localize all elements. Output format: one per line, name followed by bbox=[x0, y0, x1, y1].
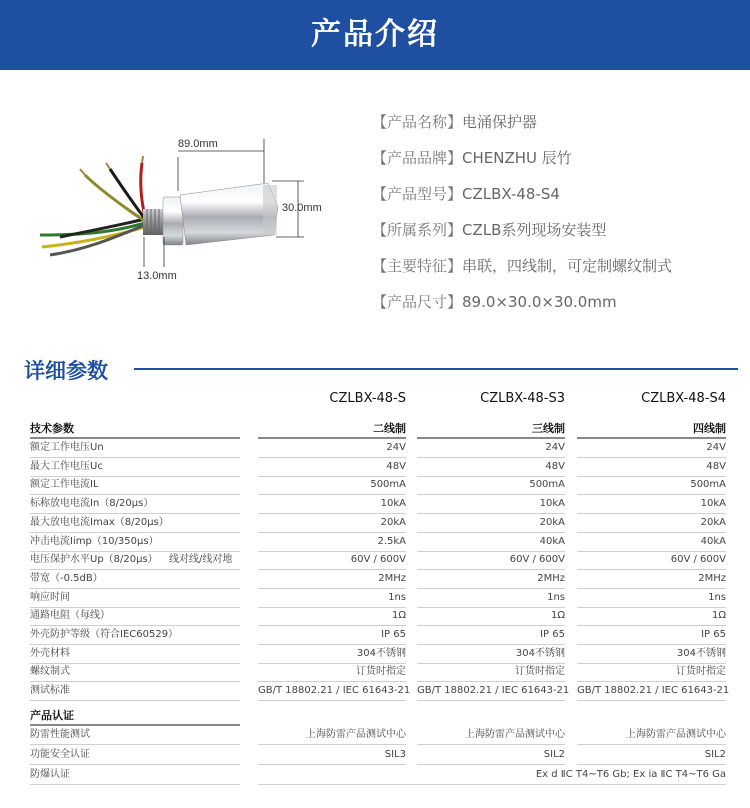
param-name bbox=[30, 570, 240, 589]
cert-value: SIL3 bbox=[258, 746, 406, 765]
param-value: 60V / 600V bbox=[258, 551, 406, 570]
dim-thread-label: 13.0mm bbox=[137, 270, 177, 282]
param-value: 订货时指定 bbox=[417, 663, 565, 682]
explosion-row bbox=[0, 766, 750, 785]
param-name bbox=[30, 476, 240, 495]
param-label: 电压保护水平Up（8/20μs） bbox=[30, 554, 158, 566]
param-value: 24V bbox=[577, 439, 726, 458]
param-value: 2MHz bbox=[258, 570, 406, 589]
table-row bbox=[0, 626, 750, 645]
param-value: 1ns bbox=[417, 589, 565, 608]
table-row bbox=[0, 533, 750, 552]
param-value: 500mA bbox=[417, 476, 565, 495]
param-name bbox=[30, 589, 240, 608]
table-header-row bbox=[0, 420, 750, 439]
param-name bbox=[30, 458, 240, 477]
param-value: 2MHz bbox=[577, 570, 726, 589]
param-sub-label: 线对线/线对地 bbox=[169, 554, 233, 566]
explosion-name: 防爆认证 bbox=[30, 766, 240, 785]
param-label: 带宽（-0.5dB） bbox=[30, 572, 103, 584]
param-value: 10kA bbox=[577, 495, 726, 514]
page-header bbox=[0, 0, 750, 70]
param-label: 额定工作电压Un bbox=[30, 442, 104, 453]
section-title: 详细参数 bbox=[24, 359, 108, 383]
param-value: 500mA bbox=[577, 476, 726, 495]
table-row bbox=[0, 645, 750, 664]
table-row bbox=[0, 458, 750, 477]
table-row bbox=[0, 551, 750, 570]
info-row-name: 【产品名称】电涌保护器 bbox=[372, 113, 538, 131]
param-label: 最大放电电流Imax（8/20μs） bbox=[30, 516, 169, 528]
param-value: 60V / 600V bbox=[577, 551, 726, 570]
table-row bbox=[0, 607, 750, 626]
cert-name: 功能安全认证 bbox=[30, 746, 240, 765]
param-value: 48V bbox=[258, 458, 406, 477]
param-label: 标称放电电流In（8/20μs） bbox=[30, 498, 154, 510]
param-value: 20kA bbox=[258, 514, 406, 533]
param-value: 304不锈钢 bbox=[258, 645, 406, 664]
info-row-brand: 【产品品牌】CHENZHU 辰竹 bbox=[372, 149, 572, 167]
table-row bbox=[0, 663, 750, 682]
dim-length-label: 89.0mm bbox=[178, 138, 218, 150]
cert-section-title: 产品认证 bbox=[30, 707, 240, 726]
param-value: 10kA bbox=[417, 495, 565, 514]
col2-header: 三线制 bbox=[417, 420, 565, 439]
cert-row bbox=[0, 726, 750, 745]
param-name bbox=[30, 607, 240, 626]
cert-value: 上海防雷产品测试中心 bbox=[577, 726, 726, 745]
model-header-1: CZLBX-48-S bbox=[329, 391, 406, 406]
table-row bbox=[0, 682, 750, 701]
param-name bbox=[30, 682, 240, 701]
param-value: 304不锈钢 bbox=[577, 645, 726, 664]
cert-row bbox=[0, 746, 750, 765]
param-value: IP 65 bbox=[417, 626, 565, 645]
param-value: IP 65 bbox=[258, 626, 406, 645]
param-name bbox=[30, 645, 240, 664]
cert-value: SIL2 bbox=[577, 746, 726, 765]
param-name bbox=[30, 439, 240, 458]
param-value: 304不锈钢 bbox=[417, 645, 565, 664]
cert-name: 防雷性能测试 bbox=[30, 726, 240, 745]
info-value: 电涌保护器 bbox=[462, 113, 538, 131]
cert-value: SIL2 bbox=[417, 746, 565, 765]
param-value: 500mA bbox=[258, 476, 406, 495]
info-value: CHENZHU 辰竹 bbox=[462, 149, 572, 167]
section-divider bbox=[134, 368, 738, 370]
col1-header: 二线制 bbox=[258, 420, 406, 439]
table-row bbox=[0, 570, 750, 589]
col3-header: 四线制 bbox=[577, 420, 726, 439]
param-value: 2.5kA bbox=[258, 533, 406, 552]
param-value: 40kA bbox=[417, 533, 565, 552]
param-name bbox=[30, 626, 240, 645]
info-value: 89.0×30.0×30.0mm bbox=[462, 293, 617, 311]
param-value: 40kA bbox=[577, 533, 726, 552]
param-name bbox=[30, 533, 240, 552]
param-value: 20kA bbox=[417, 514, 565, 533]
param-value: 48V bbox=[577, 458, 726, 477]
table-row bbox=[0, 514, 750, 533]
info-row-size: 【产品尺寸】89.0×30.0×30.0mm bbox=[372, 293, 617, 311]
param-label: 外壳材料 bbox=[30, 647, 70, 659]
param-label: 螺纹制式 bbox=[30, 666, 70, 678]
param-value: 订货时指定 bbox=[577, 663, 726, 682]
param-label: 外壳防护等级（符合IEC60529） bbox=[30, 629, 179, 640]
param-value: 订货时指定 bbox=[258, 663, 406, 682]
info-value: CZLBX-48-S4 bbox=[462, 185, 560, 203]
param-value: 10kA bbox=[258, 495, 406, 514]
page-title: 产品介绍 bbox=[311, 17, 439, 52]
dim-height-label: 30.0mm bbox=[282, 202, 322, 214]
cert-value: 上海防雷产品测试中心 bbox=[417, 726, 565, 745]
info-value: CZLB系列现场安装型 bbox=[462, 221, 607, 239]
param-label: 测试标准 bbox=[30, 685, 70, 697]
param-label: 冲击电流Iimp（10/350μs） bbox=[30, 535, 159, 547]
param-value: 20kA bbox=[577, 514, 726, 533]
info-row-model: 【产品型号】CZLBX-48-S4 bbox=[372, 185, 560, 203]
param-value: 1ns bbox=[258, 589, 406, 608]
param-value: 2MHz bbox=[417, 570, 565, 589]
param-name bbox=[30, 514, 240, 533]
table-row bbox=[0, 476, 750, 495]
table-row bbox=[0, 495, 750, 514]
cert-value: 上海防雷产品测试中心 bbox=[258, 726, 406, 745]
param-value: 1Ω bbox=[417, 607, 565, 626]
param-value: GB/T 18802.21 / IEC 61643-21 bbox=[577, 682, 726, 701]
info-value: 串联，四线制，可定制螺纹制式 bbox=[462, 257, 673, 275]
param-value: 1Ω bbox=[577, 607, 726, 626]
model-header-2: CZLBX-48-S3 bbox=[480, 391, 565, 406]
param-header: 技术参数 bbox=[30, 420, 240, 439]
product-image bbox=[0, 125, 360, 295]
param-value: 1Ω bbox=[258, 607, 406, 626]
param-name bbox=[30, 495, 240, 514]
param-value: 24V bbox=[417, 439, 565, 458]
info-row-series: 【所属系列】CZLB系列现场安装型 bbox=[372, 221, 607, 239]
model-header-3: CZLBX-48-S4 bbox=[641, 391, 726, 406]
param-label: 响应时间 bbox=[30, 591, 70, 603]
product-info-list bbox=[372, 107, 742, 323]
param-name bbox=[30, 551, 240, 570]
param-name bbox=[30, 663, 240, 682]
param-label: 最大工作电压Uc bbox=[30, 460, 103, 472]
param-label: 额定工作电流IL bbox=[30, 479, 99, 491]
param-value: GB/T 18802.21 / IEC 61643-21 bbox=[417, 682, 565, 701]
param-label: 通路电阻（每线） bbox=[30, 610, 110, 622]
param-value: GB/T 18802.21 / IEC 61643-21 bbox=[258, 682, 406, 701]
table-row bbox=[0, 439, 750, 458]
param-value: 1ns bbox=[577, 589, 726, 608]
param-value: 48V bbox=[417, 458, 565, 477]
info-row-features: 【主要特征】串联，四线制，可定制螺纹制式 bbox=[372, 257, 673, 275]
param-value: 60V / 600V bbox=[417, 551, 565, 570]
param-value: 24V bbox=[258, 439, 406, 458]
param-value: IP 65 bbox=[577, 626, 726, 645]
thread-section bbox=[143, 209, 165, 235]
table-row bbox=[0, 589, 750, 608]
explosion-value: Ex d ⅡC T4~T6 Gb; Ex ia ⅡC T4~T6 Ga bbox=[258, 766, 726, 785]
